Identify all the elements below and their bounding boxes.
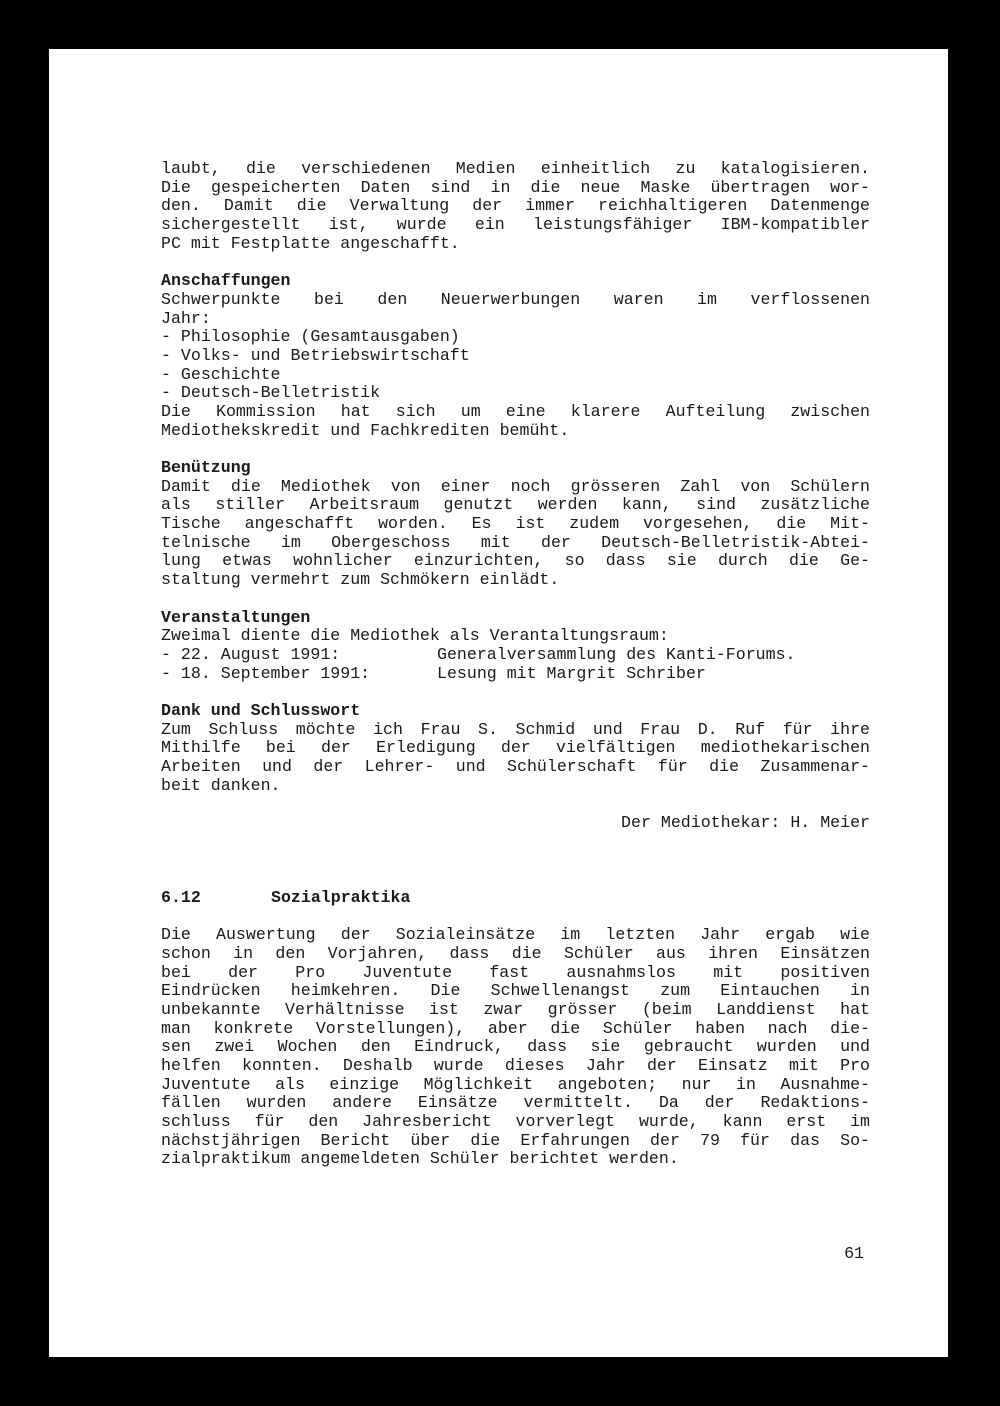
event-description: Generalversammlung des Kanti-Forums.	[437, 644, 796, 664]
section-number: 6.12	[161, 887, 201, 907]
text-line: Damit die Mediothek von einer noch grösseren Zahl von Schülern	[161, 476, 870, 496]
text-line: helfen konnten. Deshalb wurde dieses Jahr der Einsatz mit Pro	[161, 1056, 870, 1076]
text-line: beit danken.	[161, 775, 281, 795]
anschaffungen-heading: Anschaffungen	[161, 271, 291, 291]
text-line: zialpraktikum angemeldeten Schüler berichtet werden.	[161, 1149, 679, 1169]
intro-paragraph	[161, 160, 870, 253]
text-line: fällen wurden andere Einsätze vermittelt. Da der Redaktions-	[161, 1093, 870, 1113]
page-number: 61	[844, 1244, 864, 1263]
text-line: schluss für den Jahresbericht vorverlegt wurde, kann erst im	[161, 1112, 870, 1132]
text-line: lung etwas wohnlicher einzurichten, so dass sie durch die Ge-	[161, 551, 870, 571]
document-page	[49, 49, 948, 1357]
text-line: Zum Schluss möchte ich Frau S. Schmid und Frau D. Ruf für ihre	[161, 719, 870, 739]
benuetzung-heading: Benützung	[161, 458, 251, 477]
dank-section	[161, 702, 870, 833]
event-date: - 18. September 1991:	[161, 663, 371, 683]
benuetzung-section	[161, 459, 870, 590]
signature: Der Mediothekar: H. Meier	[621, 813, 870, 833]
text-line: PC mit Festplatte angeschafft.	[161, 233, 460, 253]
text-line: staltung vermehrt zum Schmökern einlädt.	[161, 570, 560, 590]
event-row	[161, 646, 870, 665]
veranstaltungen-section	[161, 609, 870, 684]
text-line: Arbeiten und der Lehrer- und Schülerschaft für die Zusammenar-	[161, 757, 870, 776]
section-title: Sozialpraktika	[271, 887, 411, 907]
list-item: - Deutsch-Belletristik	[161, 383, 381, 403]
veranstaltungen-heading: Veranstaltungen	[161, 607, 311, 627]
text-line: Schwerpunkte bei den Neuerwerbungen waren im verflossenen	[161, 289, 870, 309]
text-line: als stiller Arbeitsraum genutzt werden kann, sind zusätzliche	[161, 495, 870, 515]
list-item: - Philosophie (Gesamtausgaben)	[161, 327, 460, 347]
anschaffungen-section	[161, 272, 870, 440]
dank-heading: Dank und Schlusswort	[161, 700, 361, 720]
text-line: nächstjährigen Bericht über die Erfahrungen der 79 für das So-	[161, 1130, 870, 1150]
text-line: Tische angeschafft worden. Es ist zudem vorgesehen, die Mit-	[161, 514, 870, 534]
page-content	[161, 160, 870, 1169]
text-line: Eindrücken heimkehren. Die Schwellenangst zum Eintauchen in	[161, 981, 870, 1001]
text-line: Die Auswertung der Sozialeinsätze im letzten Jahr ergab wie	[161, 925, 870, 945]
text-line: den. Damit die Verwaltung der immer reichhaltigeren Datenmenge	[161, 196, 870, 216]
text-line: sen zwei Wochen den Eindruck, dass sie gebraucht wurden und	[161, 1037, 870, 1057]
text-line: Mithilfe bei der Erledigung der vielfältigen mediothekarischen	[161, 738, 870, 758]
text-line: Jahr:	[161, 308, 211, 328]
text-line: unbekannte Verhältnisse ist zwar grösser (beim Landdienst hat	[161, 999, 870, 1019]
text-line: Juventute als einzige Möglichkeit angeboten; nur in Ausnahme-	[161, 1074, 870, 1094]
event-row	[161, 665, 870, 684]
text-line: bei der Pro Juventute fast ausnahmslos mit positiven	[161, 962, 870, 982]
list-item: - Volks- und Betriebswirtschaft	[161, 345, 470, 365]
event-date: - 22. August 1991:	[161, 644, 341, 664]
text-line: Die Kommission hat sich um eine klarere Aufteilung zwischen	[161, 401, 870, 421]
text-line: schon in den Vorjahren, dass die Schüler aus ihren Einsätzen	[161, 943, 870, 963]
text-line: laubt, die verschiedenen Medien einheitlich zu katalogisieren.	[161, 159, 870, 178]
sozialpraktika-paragraph	[161, 926, 870, 1169]
text-line: Zweimal diente die Mediothek als Verantaltungsraum:	[161, 626, 669, 646]
event-description: Lesung mit Margrit Schriber	[437, 663, 706, 683]
text-line: Mediothekskredit und Fachkrediten bemüht.	[161, 420, 570, 440]
text-line: telnische im Obergeschoss mit der Deutsch-Belletristik-Abtei-	[161, 532, 870, 552]
section-heading	[161, 889, 870, 908]
text-line: man konkrete Vorstellungen), aber die Schüler haben nach die-	[161, 1018, 870, 1038]
list-item: - Geschichte	[161, 364, 281, 384]
text-line: Die gespeicherten Daten sind in die neue Maske übertragen wor-	[161, 177, 870, 197]
text-line: sichergestellt ist, wurde ein leistungsfähiger IBM-kompatibler	[161, 215, 870, 235]
